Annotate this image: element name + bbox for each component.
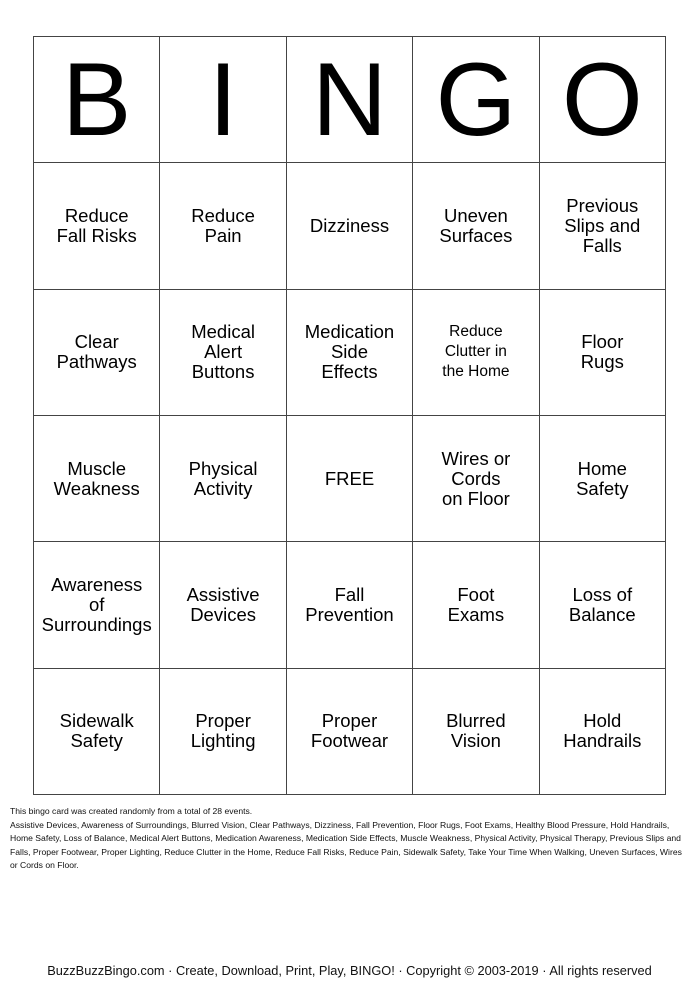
bingo-cell: Proper Lighting bbox=[160, 669, 286, 795]
bingo-cell: Wires or Cords on Floor bbox=[413, 416, 539, 542]
bingo-cell: Previous Slips and Falls bbox=[540, 163, 666, 289]
header-letter-b: B bbox=[34, 37, 160, 163]
bingo-cell: Proper Footwear bbox=[287, 669, 413, 795]
header-letter-g: G bbox=[413, 37, 539, 163]
note-events: Assistive Devices, Awareness of Surroundings, Blurred Vision, Clear Pathways, Dizziness, Fall Prevention, Floor Rugs, Foot Exams, Healthy Blood Pressure, Hold Handrails, Home Safety, Loss of Balance, Medical Alert Buttons, Medication Awareness, Medication Side Effects, Muscle Weakness, Physical Activity, Physical Therapy, Previous Slips and Falls, Proper Footwear, Proper Lighting, Reduce Clutter in the Home, Reduce Fall Risks, Reduce Pain, Sidewalk Safety, Take Your Time When Walking, Uneven Surfaces, Wires or Cords on Floor. bbox=[10, 819, 682, 870]
bingo-cell: Medical Alert Buttons bbox=[160, 290, 286, 416]
bingo-cell: Clear Pathways bbox=[34, 290, 160, 416]
card-note bbox=[10, 805, 690, 873]
bingo-card bbox=[33, 36, 666, 795]
bingo-cell: Blurred Vision bbox=[413, 669, 539, 795]
bingo-cell: Assistive Devices bbox=[160, 542, 286, 668]
bingo-cell: Fall Prevention bbox=[287, 542, 413, 668]
footer-copyright: BuzzBuzzBingo.com · Create, Download, Print, Play, BINGO! · Copyright © 2003-2019 · All rights reserved bbox=[47, 963, 652, 978]
bingo-cell: Floor Rugs bbox=[540, 290, 666, 416]
note-intro: This bingo card was created randomly from a total of 28 events. bbox=[10, 806, 253, 816]
bingo-cell: Physical Activity bbox=[160, 416, 286, 542]
free-space: FREE bbox=[287, 416, 413, 542]
bingo-cell: Reduce Clutter in the Home bbox=[413, 290, 539, 416]
bingo-cell: Reduce Pain bbox=[160, 163, 286, 289]
bingo-cell: Sidewalk Safety bbox=[34, 669, 160, 795]
bingo-cell: Home Safety bbox=[540, 416, 666, 542]
bingo-cell: Loss of Balance bbox=[540, 542, 666, 668]
bingo-cell: Awareness of Surroundings bbox=[34, 542, 160, 668]
bingo-cell: Uneven Surfaces bbox=[413, 163, 539, 289]
bingo-cell: Medication Side Effects bbox=[287, 290, 413, 416]
bingo-cell: Reduce Fall Risks bbox=[34, 163, 160, 289]
bingo-cell: Foot Exams bbox=[413, 542, 539, 668]
bingo-cell: Dizziness bbox=[287, 163, 413, 289]
bingo-cell: Hold Handrails bbox=[540, 669, 666, 795]
header-letter-n: N bbox=[287, 37, 413, 163]
header-letter-i: I bbox=[160, 37, 286, 163]
header-letter-o: O bbox=[540, 37, 666, 163]
bingo-cell: Muscle Weakness bbox=[34, 416, 160, 542]
